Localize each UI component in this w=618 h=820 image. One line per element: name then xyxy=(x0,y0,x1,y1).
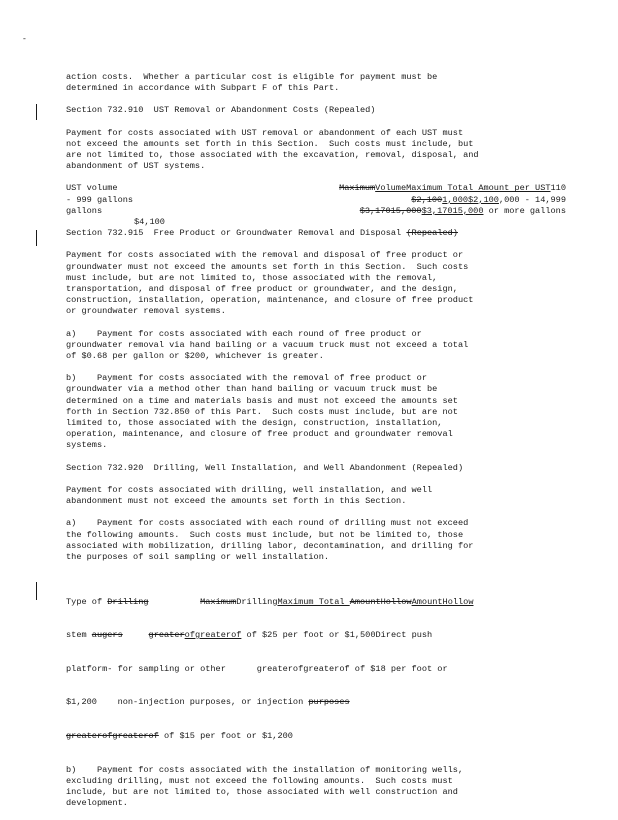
paragraph-intro: action costs. Whether a particular cost is eligible for payment must be determined in accordance with Subpart F of this Part. xyxy=(66,72,438,94)
table-header-cell: UST volume xyxy=(66,183,118,194)
table-row xyxy=(66,206,566,217)
paragraph-910: Payment for costs associated with UST removal or abandonment of each UST must not exceed the amounts set forth in this Section. Such costs must include, but are not limited to, those associated with the excavation, removal, disposal, and abandonment of UST systems. xyxy=(66,127,479,172)
table-row: greaterofgreaterof of $15 per foot or $1,200 xyxy=(66,730,293,741)
change-bar xyxy=(36,230,37,246)
table-cell: $2,1001,000$2,100,000 - 14,999 xyxy=(411,194,566,205)
table-row: $1,200 non-injection purposes, or injection purposes xyxy=(66,697,350,708)
section-heading-910: Section 732.910 UST Removal or Abandonment Costs (Repealed) xyxy=(66,105,376,116)
margin-mark: - xyxy=(22,35,27,44)
table-header-row xyxy=(66,183,566,194)
paragraph-915-b: b) Payment for costs associated with the removal of free product or groundwater via a method other than hand bailing or vacuum truck must be determined on a time and materials basis and must not exceed the amounts set forth in Section 732.850 of this Part. Such costs must include, but are not limited to, those associated with the design, construction, installation, operation, maintenance, and closure of free product and groundwater removal systems. xyxy=(66,373,458,451)
table-row xyxy=(66,195,566,206)
paragraph-915-a: a) Payment for costs associated with each round of free product or groundwater removal via hand bailing or a vacuum truck must not exceed a total of $0.68 per gallon or $200, whichever is greater. xyxy=(66,328,469,362)
change-bar xyxy=(36,582,37,600)
paragraph-920-a: a) Payment for costs associated with each round of drilling must not exceed the following amounts. Such costs must include, but not be limited to, those associated with mobilization, drilling labor, decontamination, and drilling for the purposes of soil sampling or well installation. xyxy=(66,518,474,562)
section-heading-915: Section 732.915 Free Product or Groundwater Removal and Disposal (Repealed) xyxy=(66,228,458,239)
table-row: Type of Drilling MaximumDrillingMaximum Total AmountHollowAmountHollow xyxy=(66,596,474,607)
paragraph-920: Payment for costs associated with drilling, well installation, and well abandonment must not exceed the amounts set forth in this Section. xyxy=(66,484,433,507)
table-cell: $3,17015,000$3,17015,000 or more gallons xyxy=(359,205,566,216)
ust-volume-table xyxy=(66,183,566,228)
paragraph-920-b: b) Payment for costs associated with the installation of monitoring wells, excluding drilling, must not exceed the following amounts. Such costs must include, but are not limited to, those associated with well construction and development. xyxy=(66,764,464,809)
change-bar xyxy=(36,104,37,120)
document-body xyxy=(66,72,566,820)
table-row: platform- for sampling or other greaterofgreaterof of $18 per foot or xyxy=(66,663,448,674)
table-row xyxy=(66,217,566,228)
paragraph-915: Payment for costs associated with the removal and disposal of free product or groundwater must not exceed the amounts set forth in this Section. Such costs must include, but are not limited to, those associated with the removal, transportation, and disposal of free product or groundwater, and the design, construction, installation, operation, maintenance, and closure of free product or groundwater removal systems. xyxy=(66,250,474,317)
drilling-table xyxy=(66,574,566,764)
section-heading-920: Section 732.920 Drilling, Well Installation, and Well Abandonment (Repealed) xyxy=(66,462,464,473)
table-cell: $4,100 xyxy=(134,217,165,228)
table-header-cell: MaximumVolumeMaximum Total Amount per UST110 xyxy=(339,183,566,194)
table-cell: - 999 gallons xyxy=(66,194,134,205)
table-row: stem augers greaterofgreaterof of $25 per foot or $1,500Direct push xyxy=(66,630,433,641)
table-cell: gallons xyxy=(66,205,103,216)
